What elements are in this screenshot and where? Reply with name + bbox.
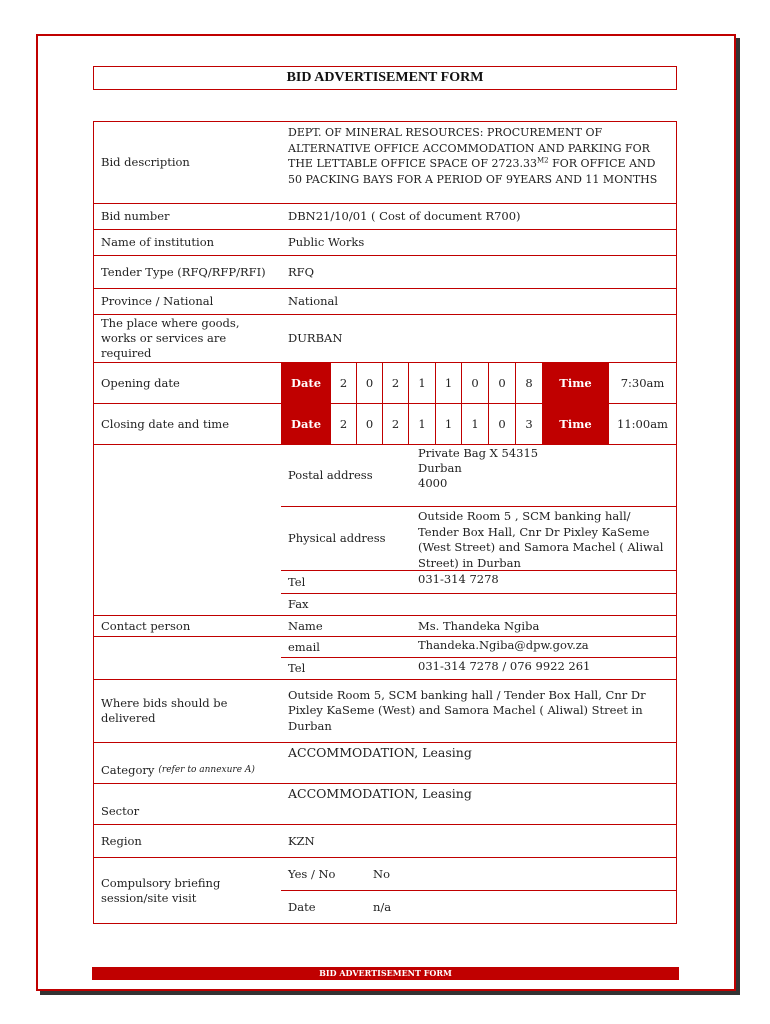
opening-digit: 0	[461, 362, 489, 404]
label-bid-number: Bid number	[93, 203, 282, 230]
closing-digit: 1	[408, 403, 436, 445]
label-delivery: Where bids should be delivered	[93, 679, 282, 743]
value-tender-type: RFQ	[281, 255, 677, 289]
label-tender-type: Tender Type (RFQ/RFP/RFI)	[93, 255, 282, 289]
opening-time-label: Time	[542, 362, 609, 404]
closing-time: 11:00am	[608, 403, 677, 445]
opening-digit: 2	[382, 362, 409, 404]
label-email: email	[281, 636, 412, 658]
value-institution: Public Works	[281, 229, 677, 256]
value-name: Ms. Thandeka Ngiba	[411, 615, 677, 637]
closing-digit: 1	[435, 403, 462, 445]
opening-time: 7:30am	[608, 362, 677, 404]
opening-digit: 1	[435, 362, 462, 404]
label-region: Region	[93, 824, 282, 858]
value-category: ACCOMMODATION, Leasing	[281, 742, 677, 784]
opening-digit: 1	[408, 362, 436, 404]
value-fax	[411, 593, 677, 616]
label-physical-address: Physical address	[281, 506, 412, 571]
value-tel-2: 031-314 7278 / 076 9922 261	[411, 657, 677, 680]
value-briefing-date: n/a	[366, 890, 677, 924]
closing-digit: 0	[488, 403, 516, 445]
opening-digit: 0	[488, 362, 516, 404]
value-delivery: Outside Room 5, SCM banking hall / Tender Box Hall, Cnr Dr Pixley KaSeme (West) and Samora Machel ( Aliwal) Street in Durban	[281, 679, 677, 743]
value-postal-address: Private Bag X 54315 Durban 4000	[411, 444, 677, 507]
value-tel: 031-314 7278	[411, 570, 677, 594]
opening-digit: 2	[330, 362, 357, 404]
value-province: National	[281, 288, 677, 315]
label-sector: Sector	[93, 783, 282, 825]
closing-digit: 3	[515, 403, 543, 445]
label-contact-person: Contact person	[93, 615, 282, 637]
closing-digit: 0	[356, 403, 383, 445]
footer-bar: BID ADVERTISEMENT FORM	[92, 967, 679, 980]
label-place: The place where goods, works or services are required	[93, 314, 282, 363]
value-bid-description: DEPT. OF MINERAL RESOURCES: PROCUREMENT OF ALTERNATIVE OFFICE ACCOMMODATION AND PARKING FOR THE LETTABLE OFFICE SPACE OF $2723.33^{M2}$ FOR OFFICE AND 50 PACKING BAYS FOR A PERIOD OF 9YEARS AND 11 MONTHS	[281, 121, 677, 204]
value-yes-no: No	[366, 857, 677, 891]
label-category: Category (refer to annexure A)	[93, 742, 282, 784]
value-physical-address: Outside Room 5 , SCM banking hall/ Tender Box Hall, Cnr Dr Pixley KaSeme (West Street) and Samora Machel ( Aliwal Street) in Durban	[411, 506, 677, 571]
closing-date-label: Date	[281, 403, 331, 445]
opening-digit: 0	[356, 362, 383, 404]
label-briefing: Compulsory briefing session/site visit	[93, 857, 282, 924]
form-title: BID ADVERTISEMENT FORM	[93, 66, 677, 90]
label-fax: Fax	[281, 593, 412, 616]
label-postal-address: Postal address	[281, 444, 412, 507]
opening-date-label: Date	[281, 362, 331, 404]
label-closing-date: Closing date and time	[93, 403, 282, 445]
closing-digit: 1	[461, 403, 489, 445]
label-tel: Tel	[281, 570, 412, 594]
contact-left-blank	[93, 444, 282, 616]
closing-digit: 2	[382, 403, 409, 445]
label-name: Name	[281, 615, 412, 637]
label-tel-2: Tel	[281, 657, 412, 680]
label-institution: Name of institution	[93, 229, 282, 256]
closing-digit: 2	[330, 403, 357, 445]
value-email[interactable]: Thandeka.Ngiba@dpw.gov.za	[411, 636, 677, 658]
label-bid-description: Bid description	[93, 121, 282, 204]
label-briefing-date: Date	[281, 890, 367, 924]
label-opening-date: Opening date	[93, 362, 282, 404]
value-region: KZN	[281, 824, 677, 858]
label-yes-no: Yes / No	[281, 857, 367, 891]
contact-left-blank-2	[93, 636, 282, 680]
value-place: DURBAN	[281, 314, 677, 363]
value-sector: ACCOMMODATION, Leasing	[281, 783, 677, 825]
label-province: Province / National	[93, 288, 282, 315]
value-bid-number: DBN21/10/01 ( Cost of document R700)	[281, 203, 677, 230]
opening-digit: 8	[515, 362, 543, 404]
closing-time-label: Time	[542, 403, 609, 445]
